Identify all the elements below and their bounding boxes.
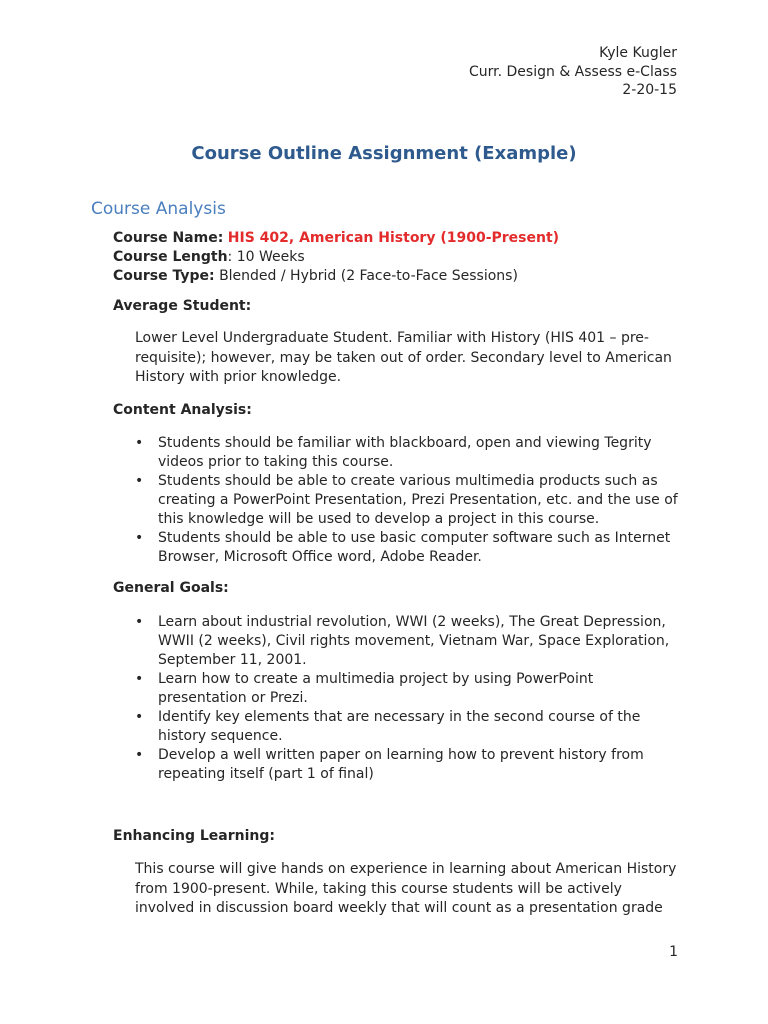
enhancing-learning-text: This course will give hands on experience in learning about American History from 1900-present. While, taking this course students will be actively involved in discussion board weekly that will count as a presentation grade [135, 861, 677, 916]
course-length-field [113, 248, 305, 267]
list-item-text: Students should be able to create various multimedia products such as creating a PowerPoint Presentation, Prezi Presentation, etc. and the use of this knowledge will be used to develop a project in this course. [158, 473, 678, 527]
list-item [135, 670, 680, 708]
bullet-icon: • [135, 614, 144, 630]
document-title: Course Outline Assignment (Example) [191, 143, 577, 164]
list-item [135, 529, 680, 567]
bullet-icon: • [135, 530, 144, 546]
course-name-field [113, 229, 559, 248]
bullet-icon: • [135, 671, 144, 687]
list-item-text: Students should be familiar with blackboard, open and viewing Tegrity videos prior to taking this course. [158, 435, 652, 470]
course-length-value: : 10 Weeks [227, 249, 305, 265]
content-analysis-list [135, 434, 680, 567]
bullet-icon: • [135, 473, 144, 489]
list-item-text: Identify key elements that are necessary in the second course of the history sequence. [158, 709, 641, 744]
course-class: Curr. Design & Assess e-Class [469, 63, 677, 80]
list-item-text: Develop a well written paper on learning how to prevent history from repeating itself (part 1 of final) [158, 747, 644, 782]
list-item [135, 746, 680, 784]
bullet-icon: • [135, 435, 144, 451]
course-name-label: Course Name: [113, 230, 224, 246]
author-name: Kyle Kugler [599, 45, 677, 61]
average-student-heading: Average Student: [113, 298, 252, 314]
document-date: 2-20-15 [622, 82, 677, 98]
list-item [135, 613, 680, 670]
general-goals-list [135, 613, 680, 784]
list-item [135, 708, 680, 746]
bullet-icon: • [135, 747, 144, 763]
list-item-text: Students should be able to use basic computer software such as Internet Browser, Microsoft Office word, Adobe Reader. [158, 530, 671, 565]
course-type-label: Course Type: [113, 268, 215, 284]
enhancing-learning-heading: Enhancing Learning: [113, 828, 275, 844]
course-type-value: Blended / Hybrid (2 Face-to-Face Sessions) [219, 268, 518, 284]
bullet-icon: • [135, 709, 144, 725]
list-item [135, 472, 680, 529]
course-type-field [113, 267, 518, 286]
content-analysis-heading: Content Analysis: [113, 402, 252, 418]
page-number: 1 [669, 944, 678, 960]
document-header [469, 44, 677, 100]
average-student-text: Lower Level Undergraduate Student. Familiar with History (HIS 401 – pre-requisite); however, may be taken out of order. Secondary level to American History with prior knowledge. [135, 330, 672, 385]
list-item-text: Learn how to create a multimedia project by using PowerPoint presentation or Prezi. [158, 671, 594, 706]
list-item-text: Learn about industrial revolution, WWI (2 weeks), The Great Depression, WWII (2 weeks), Civil rights movement, Vietnam War, Space Exploration, September 11, 2001. [158, 614, 670, 668]
list-item [135, 434, 680, 472]
section-title-course-analysis: Course Analysis [91, 199, 226, 219]
general-goals-heading: General Goals: [113, 580, 229, 596]
course-length-label: Course Length [113, 249, 228, 265]
course-name-value: HIS 402, American History (1900-Present) [227, 230, 560, 246]
